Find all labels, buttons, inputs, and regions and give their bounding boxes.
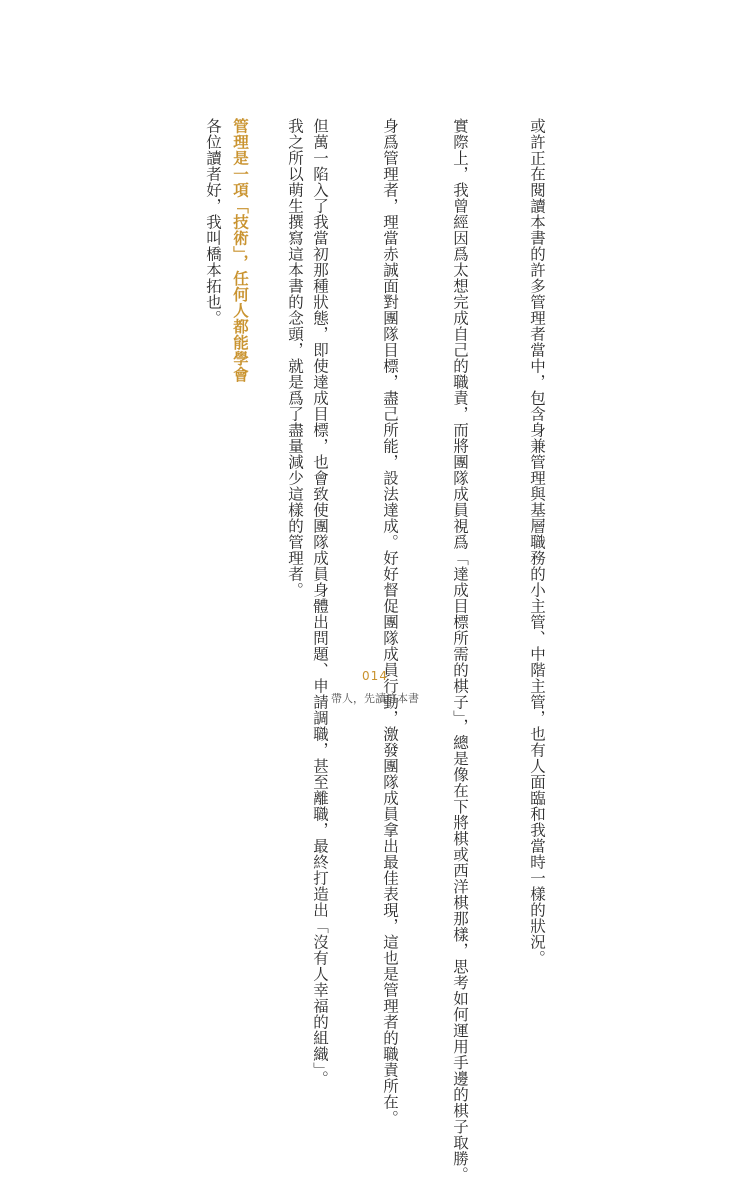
section-heading: 管理是一項「技術」，任何人都能學會 — [231, 118, 249, 383]
paragraph-1: 或許正在閱讀本書的許多管理者當中，包含身兼管理與基層職務的小主管、中階主管，也有人面臨和我當時一樣的狀況。 — [528, 118, 546, 966]
paragraph-4: 但萬一陷入了我當初那種狀態，即使達成目標，也會致使團隊成員身體出問題、申請調職，甚至離職，最終打造出「沒有人幸福的組織」。 — [311, 118, 329, 1087]
paragraph-3: 身爲管理者，理當赤誠面對團隊目標，盡己所能，設法達成。好好督促團隊成員行動，激發團隊成員拿出最佳表現，這也是管理者的職責所在。 — [381, 118, 399, 1126]
greeting-text: 各位讀者好，我叫橋本拓也。 — [204, 118, 222, 326]
page-number: 014 — [362, 669, 388, 683]
running-title: 帶人，先讀這本書 — [331, 692, 419, 705]
paragraph-5: 我之所以萌生撰寫這本書的念頭，就是爲了盡量減少這樣的管理者。 — [286, 118, 304, 598]
paragraph-2: 實際上，我曾經因爲太想完成自己的職責，而將團隊成員視爲「達成目標所需的棋子」，總是像在下將棋或西洋棋那樣，思考如何運用手邊的棋子取勝。 — [451, 118, 469, 1182]
